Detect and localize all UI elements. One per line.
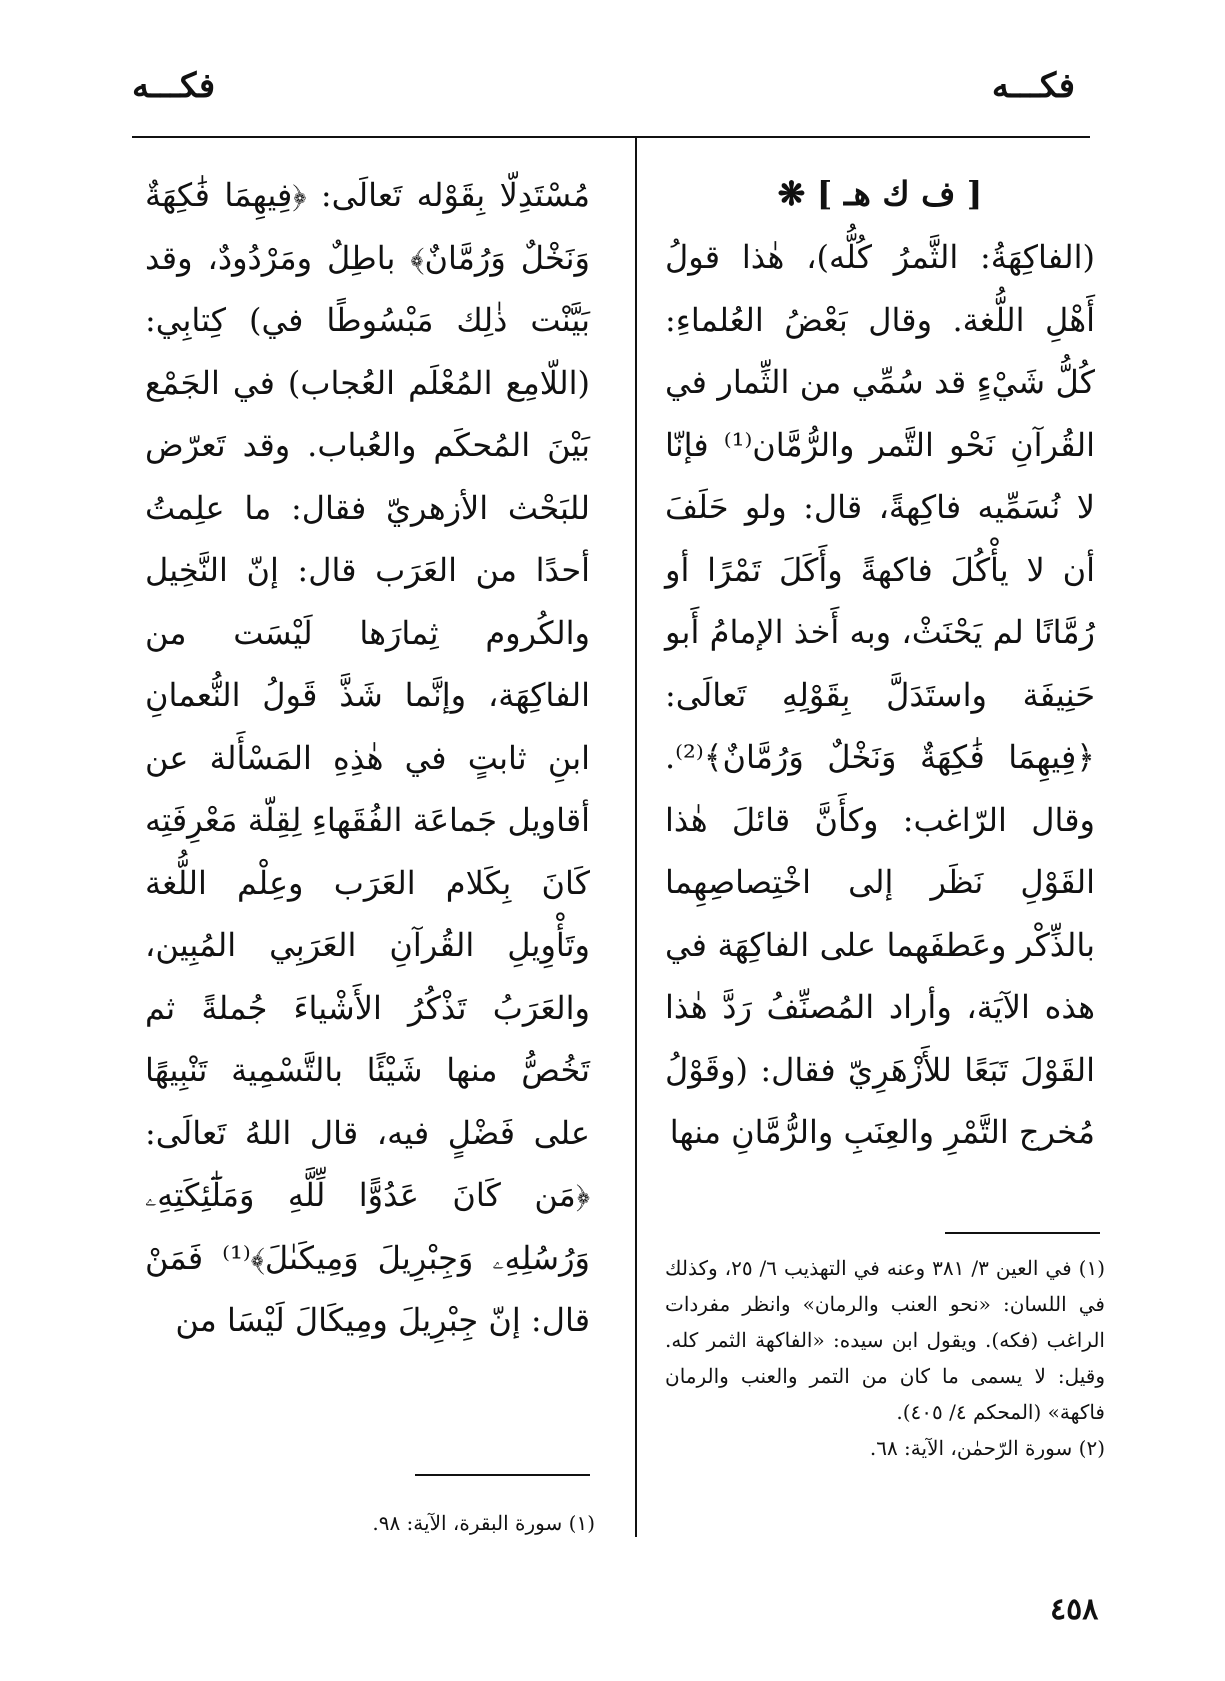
footnotes-left bbox=[145, 1505, 595, 1541]
footnote-2-right: (٢) سورة الرّحمٰن، الآية: ٦٨. bbox=[869, 1436, 1105, 1460]
right-column bbox=[665, 162, 1095, 1164]
page-number: ٤٥٨ bbox=[1050, 1592, 1099, 1627]
right-column-text: (الفاكِهَةُ: الثَّمرُ كُلُّه)، هٰذا قولُ أَهْلِ اللُّغة. وقال بَعْضُ العُلماءِ: كُلُّ شَيْءٍ قد سُمِّي من الثِّمار في القُرآنِ نَحْو التَّمر والرُّمَّان⁽¹⁾ فإنّا لا نُسَمِّيه فاكِهةً، قال: ولو حَلَفَ أن لا يأْكُلَ فاكهةً وأَكَلَ تَمْرًا أو رُمَّانًا لم يَحْنَثْ، وبه أَخذ الإمامُ أَبو حَنِيفَة واستَدَلَّ بِقَوْلِهِ تَعالَى: ﴿فِيهِمَا فَٰكِهَةٌ وَنَخْلٌ وَرُمَّانٌ﴾⁽²⁾. وقال الرّاغب: وكأَنَّ قائلَ هٰذا القَوْلِ نَظَر إلى اخْتِصاصِهِما بالذِّكْر وعَطفَهما على الفاكِهَة في هذه الآيَة، وأراد المُصنِّفُ رَدَّ هٰذا القَوْلَ تَبَعًا للأَزْهَرِيّ فقال: (وقَوْلُ مُخرج التَّمْرِ والعِنَبِ والرُّمَّانِ منها bbox=[665, 238, 1095, 1151]
running-header-left: فكـــه bbox=[132, 66, 216, 106]
footnote-rule-right bbox=[945, 1232, 1100, 1234]
left-column-text: مُسْتَدِلّا بِقَوْله تَعالَى: ﴿فِيهِمَا فَٰكِهَةٌ وَنَخْلٌ وَرُمَّانٌ﴾ باطِلٌ ومَرْدُودٌ، وقد بَيَّنْت ذٰلِك مَبْسُوطًا في) كِتابِي: (اللّامِع المُعْلَم العُجاب) في الجَمْع بَيْنَ المُحكَم والعُباب. وقد تَعرّض للبَحْث الأزهريّ فقال: ما علِمتُ أحدًا من العَرَب قال: إنّ النَّخِيل والكُروم ثِمارَها لَيْسَت من الفاكِهَة، وإنَّما شَذَّ قَولُ النُّعمانِ ابنِ ثابتٍ في هٰذِهِ المَسْأَلة عن أقاويل جَماعَة الفُقَهاءِ لِقِلّة مَعْرِفَتِه كَانَ بِكَلام العَرَب وعِلْم اللُّغة وتَأْوِيلِ القُرآنِ العَرَبِي المُبِين، والعَرَبُ تَذْكُرُ الأَشْياءَ جُملةً ثم تَخُصُّ منها شَيْئًا بالتَّسْمِية تَنْبِيهًا على فَضْلٍ فيه، قال اللهُ تَعالَى: ﴿مَن كَانَ عَدُوًّا لِّلَّهِ وَمَلَٰٓئِكَتِهِۦ وَرُسُلِهِۦ وَجِبْرِيلَ وَمِيكَىٰلَ﴾⁽¹⁾ فَمَنْ قال: إنّ جِبْرِيلَ ومِيكَالَ لَيْسَا من bbox=[145, 176, 590, 1339]
column-separator bbox=[635, 137, 637, 1537]
header-rule bbox=[132, 136, 1090, 138]
footnotes-right bbox=[665, 1250, 1105, 1466]
entry-heading: [ ف ك هـ ] ❋ bbox=[777, 174, 983, 213]
footnote-1-left: (١) سورة البقرة، الآية: ٩٨. bbox=[372, 1511, 595, 1535]
left-column bbox=[145, 164, 590, 1352]
footnote-1-right: (١) في العين ٣/ ٣٨١ وعنه في التهذيب ٦/ ٢٥، وكذلك في اللسان: «نحو العنب والرمان» وانظر مفردات الراغب (فكه). ويقول ابن سيده: «الفاكهة الثمر كله. وقيل: لا يسمى ما كان من التمر والعنب والرمان فاكهة» (المحكم ٤/ ٤٠٥). bbox=[665, 1256, 1105, 1424]
running-header-right: فكـــه bbox=[991, 66, 1075, 106]
footnote-rule-left bbox=[415, 1474, 590, 1476]
